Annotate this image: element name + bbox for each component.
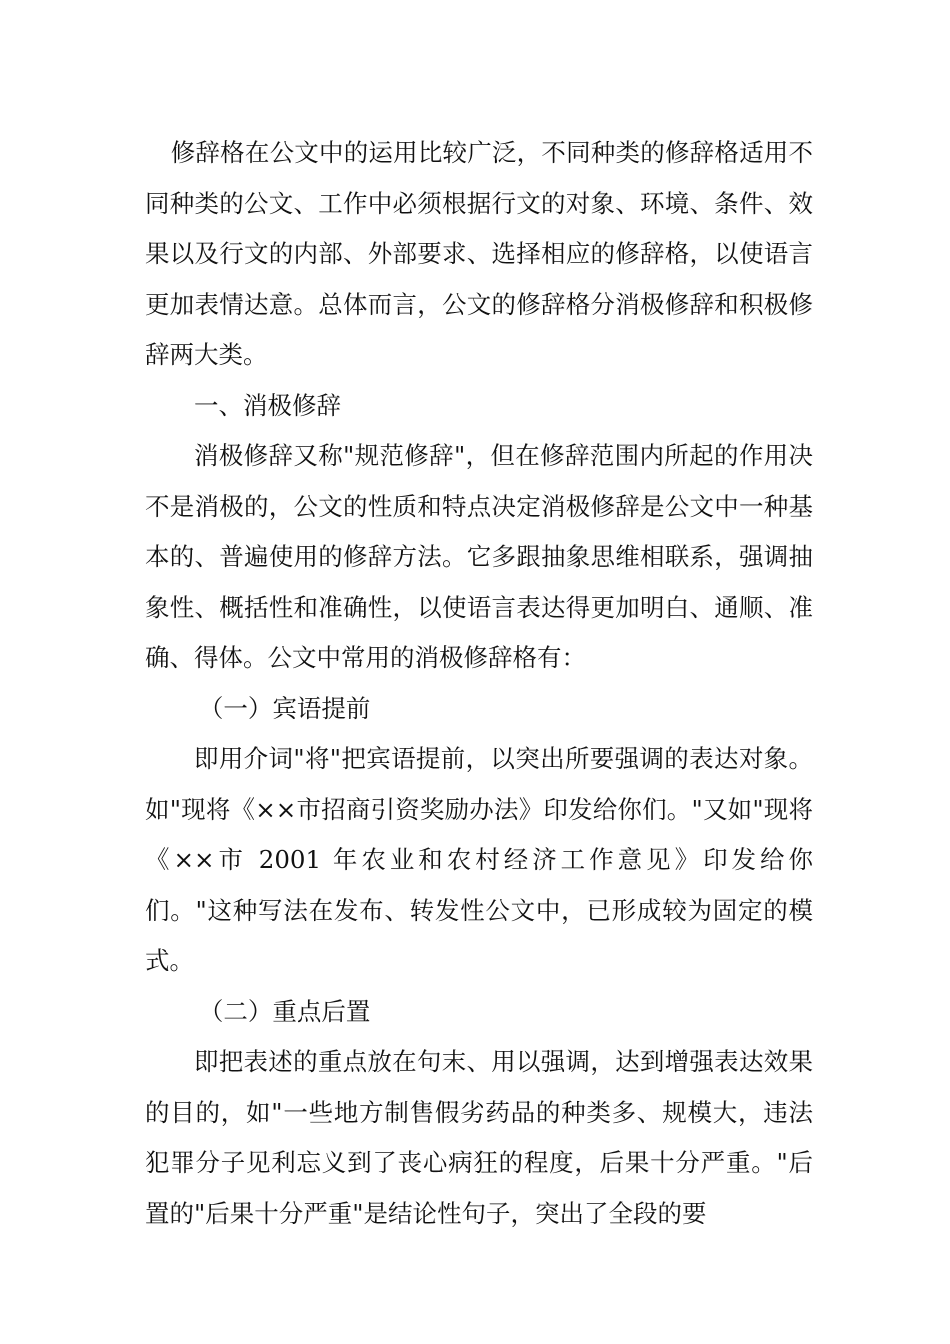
subheading-object-fronting: （一）宾语提前 [198,693,371,723]
negative-rhetoric-paragraph: 消极修辞又称"规范修辞"，但在修辞范围内所起的作用决不是消极的，公文的性质和特点决定消极修辞是公文中一种基本的、普遍使用的修辞方法。它多跟抽象思维相联系，强调抽象性、概括性和准确性，以使语言表达得更加明白、通顺、准确、得体。公文中常用的消极修辞格有： [145,441,813,672]
subheading-focus-postposition: （二）重点后置 [198,996,371,1026]
focus-postposition-paragraph: 即把表述的重点放在句末、用以强调，达到增强表达效果的目的，如"一些地方制售假劣药品的种类多、规模大，违法犯罪分子见利忘义到了丧心病狂的程度，后果十分严重。"后置的"后果十分严重"是结论性句子，突出了全段的要 [145,1047,813,1228]
document-page [145,128,813,1239]
object-fronting-paragraph: 即用介词"将"把宾语提前，以突出所要强调的表达对象。如"现将《××市招商引资奖励办法》印发给你们。"又如"现将《××市 2001 年农业和农村经济工作意见》印发给你们。"这种写法在发布、转发性公文中，已形成较为固定的模式。 [145,744,813,975]
section-heading-negative-rhetoric: 一、消极修辞 [194,390,341,420]
intro-paragraph: 修辞格在公文中的运用比较广泛，不同种类的修辞格适用不同种类的公文、工作中必须根据行文的对象、环境、条件、效果以及行文的内部、外部要求、选择相应的修辞格，以使语言更加表情达意。总体而言，公文的修辞格分消极修辞和积极修辞两大类。 [145,138,813,369]
